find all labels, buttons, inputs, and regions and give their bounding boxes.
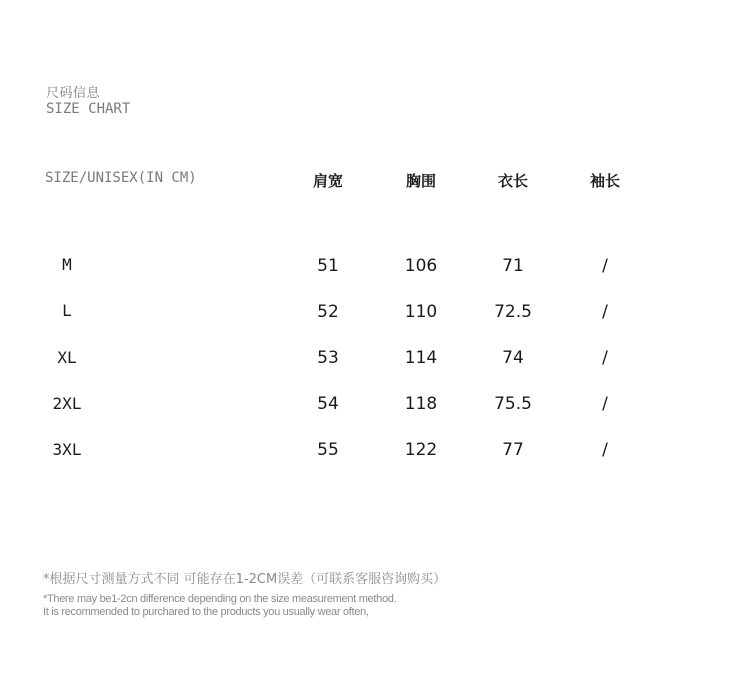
sleeve-value: / [602, 256, 608, 276]
size-label: L [62, 301, 72, 320]
size-chart-title-cn: 尺码信息 [46, 86, 101, 101]
chest-value: 114 [404, 348, 438, 368]
shoulder-value: 52 [317, 302, 339, 322]
size-label: 3XL [52, 440, 82, 459]
sleeve-value: / [602, 302, 608, 322]
shoulder-value: 54 [317, 394, 339, 414]
sleeve-value: / [602, 348, 608, 368]
chest-value: 106 [404, 256, 438, 276]
size-label: 2XL [52, 394, 82, 413]
column-header-chest: 胸围 [405, 172, 437, 190]
chest-value: 122 [404, 440, 438, 460]
measurement-note-en-line1: *There may be1-2cn difference depending on the size measurement method. [43, 593, 397, 605]
length-value: 77 [502, 440, 524, 460]
size-column-header: SIZE/UNISEX(IN CM) [45, 170, 197, 186]
length-value: 75.5 [494, 394, 532, 414]
measurement-note-cn: *根据尺寸测量方式不同 可能存在1-2CM误差（可联系客服咨询购买） [43, 572, 447, 587]
measurement-note-en-line2: It is recommended to purchared to the products you usually wear often, [43, 606, 369, 618]
column-header-length: 衣长 [497, 172, 529, 190]
shoulder-value: 55 [317, 440, 339, 460]
size-chart-title-en: SIZE CHART [46, 101, 131, 117]
shoulder-value: 51 [317, 256, 339, 276]
sleeve-value: / [602, 394, 608, 414]
sleeve-value: / [602, 440, 608, 460]
size-label: XL [57, 348, 77, 367]
length-value: 72.5 [494, 302, 532, 322]
chest-value: 118 [404, 394, 438, 414]
column-header-shoulder: 肩宽 [312, 172, 344, 190]
shoulder-value: 53 [317, 348, 339, 368]
size-label: M [62, 255, 72, 274]
length-value: 71 [502, 256, 524, 276]
chest-value: 110 [404, 302, 438, 322]
length-value: 74 [502, 348, 524, 368]
column-header-sleeve: 袖长 [589, 172, 621, 190]
